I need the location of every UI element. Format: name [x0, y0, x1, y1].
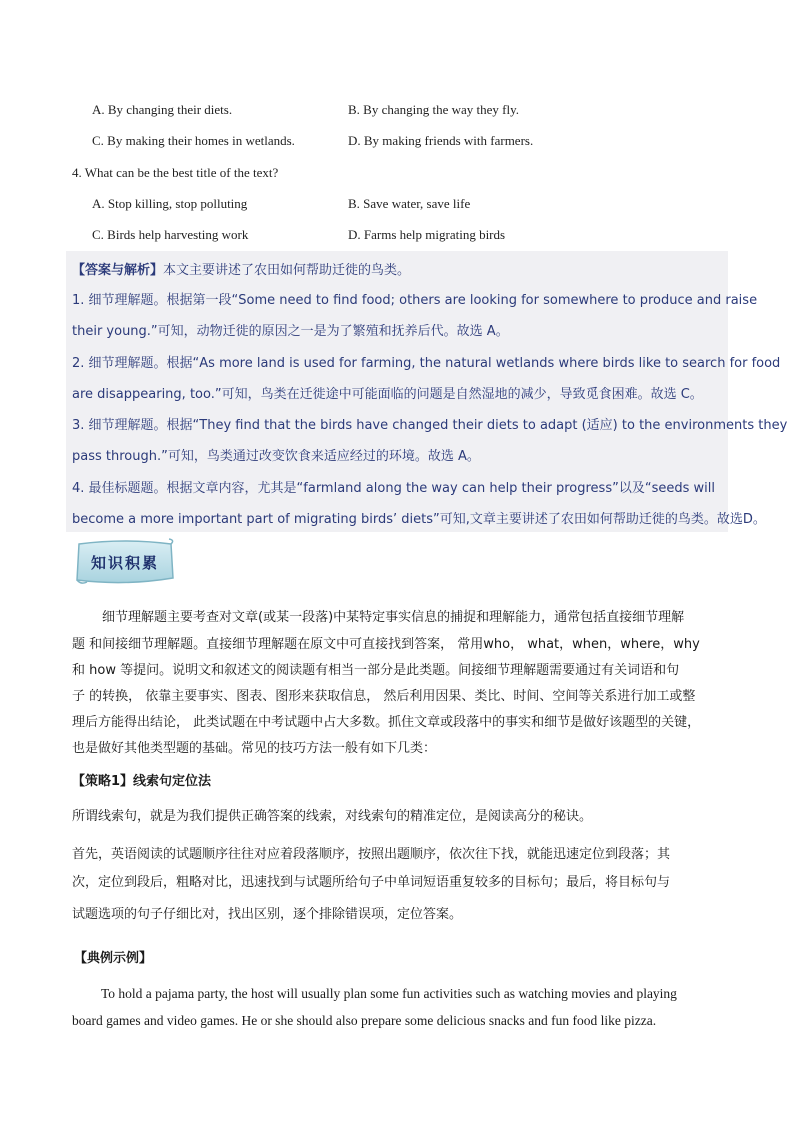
knowledge-line: 和 how 等提问。说明文和叙述文的阅读题有相当一部分是此类题。间接细节理解题需要通过有关词语和句	[72, 663, 680, 678]
q4-option-c: C. Birds help harvesting work	[92, 227, 249, 242]
q3-option-a: A. By changing their diets.	[92, 102, 233, 117]
q4-option-b: B. Save water, save life	[348, 196, 471, 211]
knowledge-line: 子 的转换， 依靠主要事实、图表、图形来获取信息， 然后利用因果、类比、时间、空间等关系进行加工或整	[72, 689, 696, 704]
q3-options-row-1	[0, 102, 794, 122]
knowledge-line: 细节理解题主要考查对文章(或某一段落)中某特定事实信息的捕捉和理解能力，通常包括直接细节理解	[102, 610, 685, 625]
example-line: board games and video games. He or she should also prepare some delicious snacks and fun food like pizza.	[72, 1013, 657, 1028]
banner-label: 知识积累	[90, 554, 159, 572]
q3-option-d: D. By making friends with farmers.	[348, 133, 534, 148]
q4-option-d: D. Farms help migrating birds	[348, 227, 506, 242]
answer-line: 1. 细节理解题。根据第一段“Some need to find food; others are looking for somewhere to produce and raise	[72, 293, 758, 308]
q4-options-row-2	[0, 227, 794, 247]
answer-line: 2. 细节理解题。根据“As more land is used for farming, the natural wetlands where birds like to search for food	[72, 356, 781, 371]
answer-line: 4. 最佳标题题。根据文章内容，尤其是“farmland along the way can help their progress”以及“seeds will	[72, 481, 715, 496]
knowledge-banner	[73, 538, 177, 588]
question-4: 4. What can be the best title of the text?	[72, 165, 279, 180]
knowledge-line: 也是做好其他类型题的基础。常见的技巧方法一般有如下几类：	[72, 741, 437, 756]
strategy-1-definition: 所谓线索句，就是为我们提供正确答案的线索，对线索句的精准定位，是阅读高分的秘诀。	[72, 809, 593, 824]
q4-options-row-1	[0, 196, 794, 216]
answer-line: are disappearing, too.”可知，鸟类在迁徙途中可能面临的问题是自然湿地的减少，导致觅食困难。故选 C。	[72, 387, 703, 402]
q3-option-b: B. By changing the way they fly.	[348, 102, 520, 117]
q3-options-row-2	[0, 133, 794, 153]
q4-option-a: A. Stop killing, stop polluting	[92, 196, 248, 211]
example-line: To hold a pajama party, the host will usually plan some fun activities such as watching movies and playing	[101, 986, 677, 1001]
answer-heading: 【答案与解析】	[72, 263, 164, 278]
example-title: 【典例示例】	[74, 951, 153, 966]
answer-line: pass through.”可知，鸟类通过改变饮食来适应经过的环境。故选 A。	[72, 449, 480, 464]
answer-line: 3. 细节理解题。根据“They find that the birds have changed their diets to adapt (适应) to the environments they	[72, 418, 788, 433]
strategy-1-line: 试题选项的句子仔细比对，找出区别，逐个排除错误项，定位答案。	[72, 907, 463, 922]
answer-line: their young.”可知，动物迁徙的原因之一是为了繁殖和抚养后代。故选 A。	[72, 324, 509, 339]
answer-intro: 本文主要讲述了农田如何帮助迁徙的鸟类。	[163, 263, 411, 278]
answer-line: become a more important part of migrating birds’ diets”可知,文章主要讲述了农田如何帮助迁徙的鸟类。故选D。	[72, 512, 766, 527]
strategy-1-line: 次，定位到段后，粗略对比，迅速找到与试题所给句子中单词短语重复较多的目标句；最后，将目标句与	[72, 875, 671, 890]
q3-option-c: C. By making their homes in wetlands.	[92, 133, 295, 148]
knowledge-line: 题 和间接细节理解题。直接细节理解题在原文中可直接找到答案， 常用who， what，when，where，why	[72, 637, 700, 652]
strategy-1-line: 首先，英语阅读的试题顺序往往对应着段落顺序，按照出题顺序，依次往下找，就能迅速定位到段落；其	[72, 847, 671, 862]
answer-intro-line	[72, 259, 410, 278]
strategy-1-title: 【策略1】线索句定位法	[72, 774, 212, 789]
knowledge-line: 理后方能得出结论， 此类试题在中考试题中占大多数。抓住文章或段落中的事实和细节是做好该题型的关键，	[72, 715, 701, 730]
